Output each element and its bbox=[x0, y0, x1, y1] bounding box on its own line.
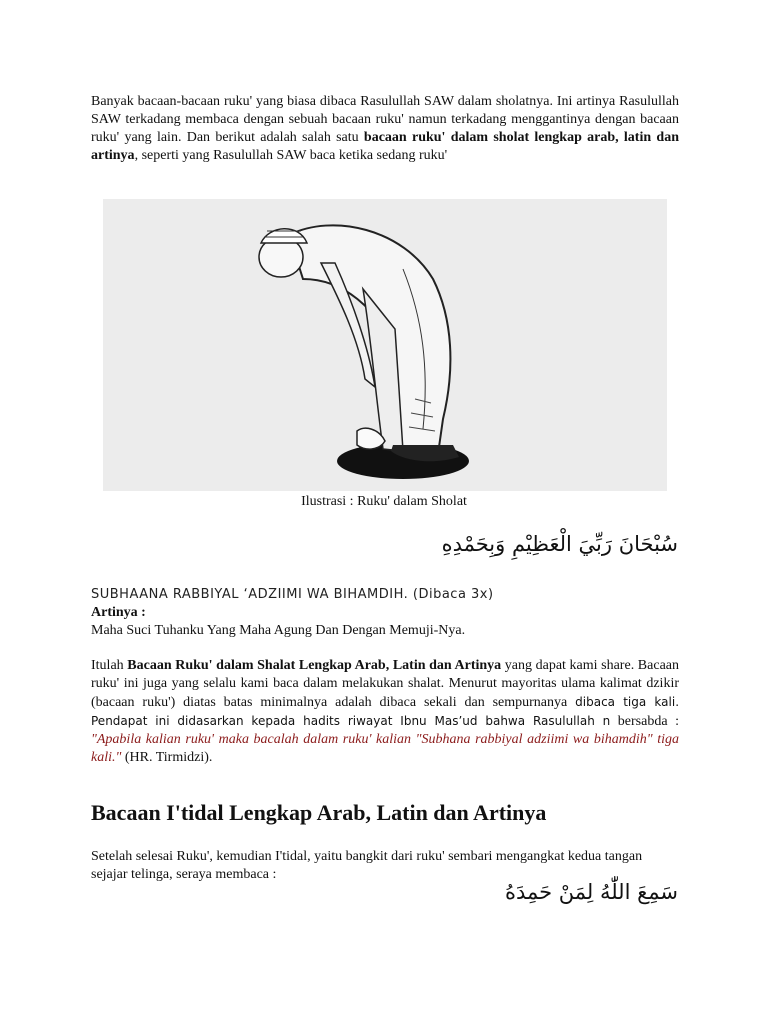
closing-paragraph bbox=[91, 657, 679, 767]
artinya-label: Artinya : bbox=[91, 605, 146, 620]
hadith-source: (HR. Tirmidzi). bbox=[121, 750, 213, 765]
intro-text-2: , seperti yang Rasulullah SAW baca ketika sedang ruku' bbox=[134, 148, 448, 163]
artinya-text: Maha Suci Tuhanku Yang Maha Agung Dan Dengan Memuji-Nya. bbox=[91, 623, 466, 638]
ruku-figure-drawing bbox=[103, 199, 667, 491]
ruku-latin-text: SUBHAANA RABBIYAL ‘ADZIIMI WA BIHAMDIH. (Dibaca 3x) bbox=[91, 587, 494, 602]
intro-paragraph bbox=[91, 93, 679, 165]
itidal-paragraph: Setelah selesai Ruku', kemudian I'tidal, yaitu bangkit dari ruku' sembari mengangkat kedua tangan sejajar telinga, seraya membaca : bbox=[91, 849, 643, 882]
closing-text-1: Itulah bbox=[91, 658, 128, 673]
closing-bold-text: Bacaan Ruku' dalam Shalat Lengkap Arab, Latin dan Artinya bbox=[127, 658, 502, 673]
ruku-arabic-text: سُبْحَانَ رَبِّيَ الْعَظِيْمِ وَبِحَمْدِهِ bbox=[441, 532, 678, 556]
closing-text-3: bersabda : bbox=[610, 714, 679, 729]
closing-sans-text: dibaca tiga kali. Pendapat ini didasarkan kepada hadits riwayat Ibnu Mas’ud bahwa Rasulullah n bbox=[91, 695, 680, 728]
hadith-quote: "Apabila kalian ruku' maka bacalah dalam ruku' kalian "Subhana rabbiyal adziimi wa bihamdih" tiga kali." bbox=[91, 732, 679, 765]
figure-caption: Ilustrasi : Ruku' dalam Sholat bbox=[301, 494, 467, 509]
itidal-heading: Bacaan I'tidal Lengkap Arab, Latin dan Artinya bbox=[91, 800, 547, 825]
intro-text-1: Banyak bacaan-bacaan ruku' yang biasa dibaca Rasulullah SAW dalam sholatnya. Ini artinya Rasulullah SAW terkadang membaca dengan sebuah bacaan ruku' namun terkadang menggantinya dengan bacaan ruku' yang lain. Dan berikut adalah salah satu bbox=[91, 94, 679, 145]
ruku-illustration bbox=[103, 199, 667, 491]
itidal-arabic-text: سَمِعَ اللّٰهُ لِمَنْ حَمِدَهُ bbox=[504, 880, 678, 904]
intro-bold-text: bacaan ruku' dalam sholat lengkap arab, latin dan artinya bbox=[91, 130, 679, 163]
closing-text-2: yang dapat kami share. Bacaan ruku' ini juga yang selalu kami baca dalam melakukan shalat. Menurut mayoritas ulama kalimat dzikir (bacaan ruku') diatas batas minimalnya adalah dibaca sekali dan sempurnanya bbox=[91, 658, 679, 710]
